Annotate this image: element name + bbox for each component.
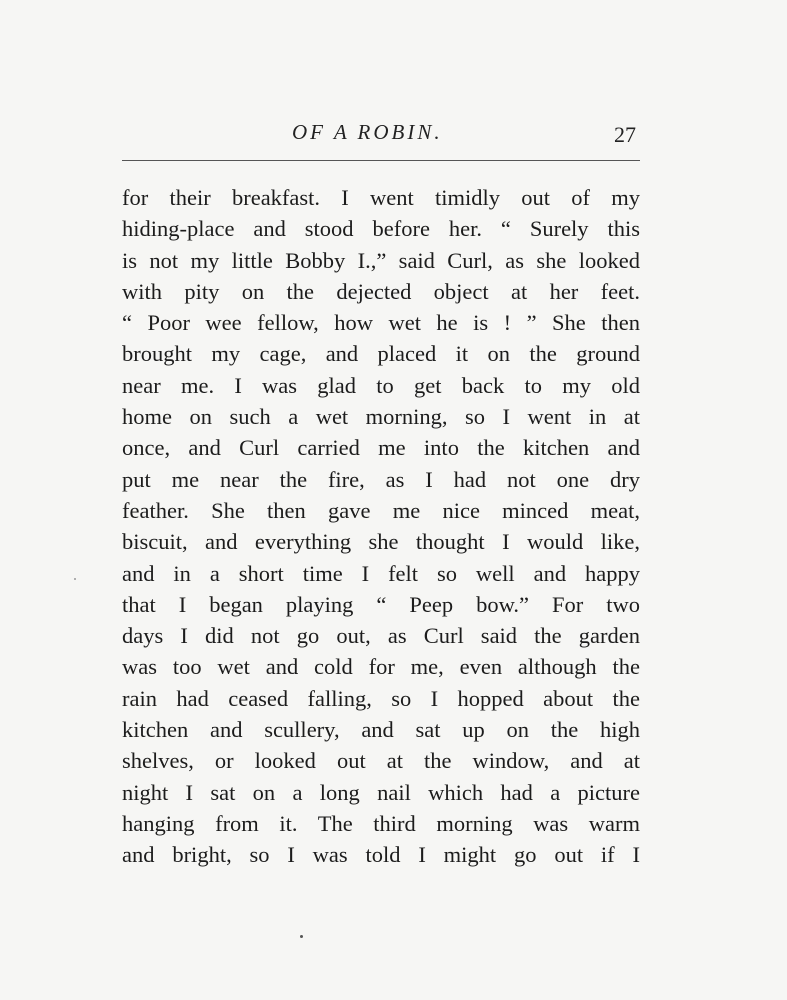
- text-line: biscuit, and everything she thought I would like,: [122, 529, 640, 555]
- text-line: brought my cage, and placed it on the ground: [122, 341, 640, 367]
- paper-speck: [74, 578, 76, 580]
- text-line: once, and Curl carried me into the kitchen and: [122, 435, 640, 461]
- page-number: 27: [614, 122, 636, 147]
- text-line: and bright, so I was told I might go out if I: [122, 842, 640, 868]
- text-line: near me. I was glad to get back to my old: [122, 372, 640, 398]
- text-line: that I began playing “ Peep bow.” For two: [122, 591, 640, 617]
- text-line: rain had ceased falling, so I hopped about the: [122, 685, 640, 711]
- text-line: is not my little Bobby I.,” said Curl, as she looked: [122, 247, 640, 273]
- text-line: shelves, or looked out at the window, and at: [122, 748, 640, 774]
- text-line: hiding-place and stood before her. “ Surely this: [122, 216, 640, 242]
- text-line: feather. She then gave me nice minced meat,: [122, 497, 640, 523]
- header-rule: [122, 160, 640, 161]
- body-text: [122, 182, 640, 871]
- running-head: [0, 120, 787, 150]
- text-line: was too wet and cold for me, even although the: [122, 654, 640, 680]
- text-line: and in a short time I felt so well and happy: [122, 560, 640, 586]
- text-line: night I sat on a long nail which had a picture: [122, 779, 640, 805]
- text-line: for their breakfast. I went timidly out of my: [122, 185, 640, 210]
- text-line: put me near the fire, as I had not one dry: [122, 466, 640, 492]
- text-line: hanging from it. The third morning was warm: [122, 810, 640, 836]
- text-line: home on such a wet morning, so I went in at: [122, 404, 640, 430]
- running-title: OF A ROBIN.: [292, 120, 443, 144]
- text-line: days I did not go out, as Curl said the garden: [122, 623, 640, 649]
- text-line: kitchen and scullery, and sat up on the high: [122, 717, 640, 743]
- paper-speck: [300, 935, 303, 938]
- text-line: with pity on the dejected object at her feet.: [122, 278, 640, 304]
- text-line: “ Poor wee fellow, how wet he is ! ” She then: [122, 310, 640, 336]
